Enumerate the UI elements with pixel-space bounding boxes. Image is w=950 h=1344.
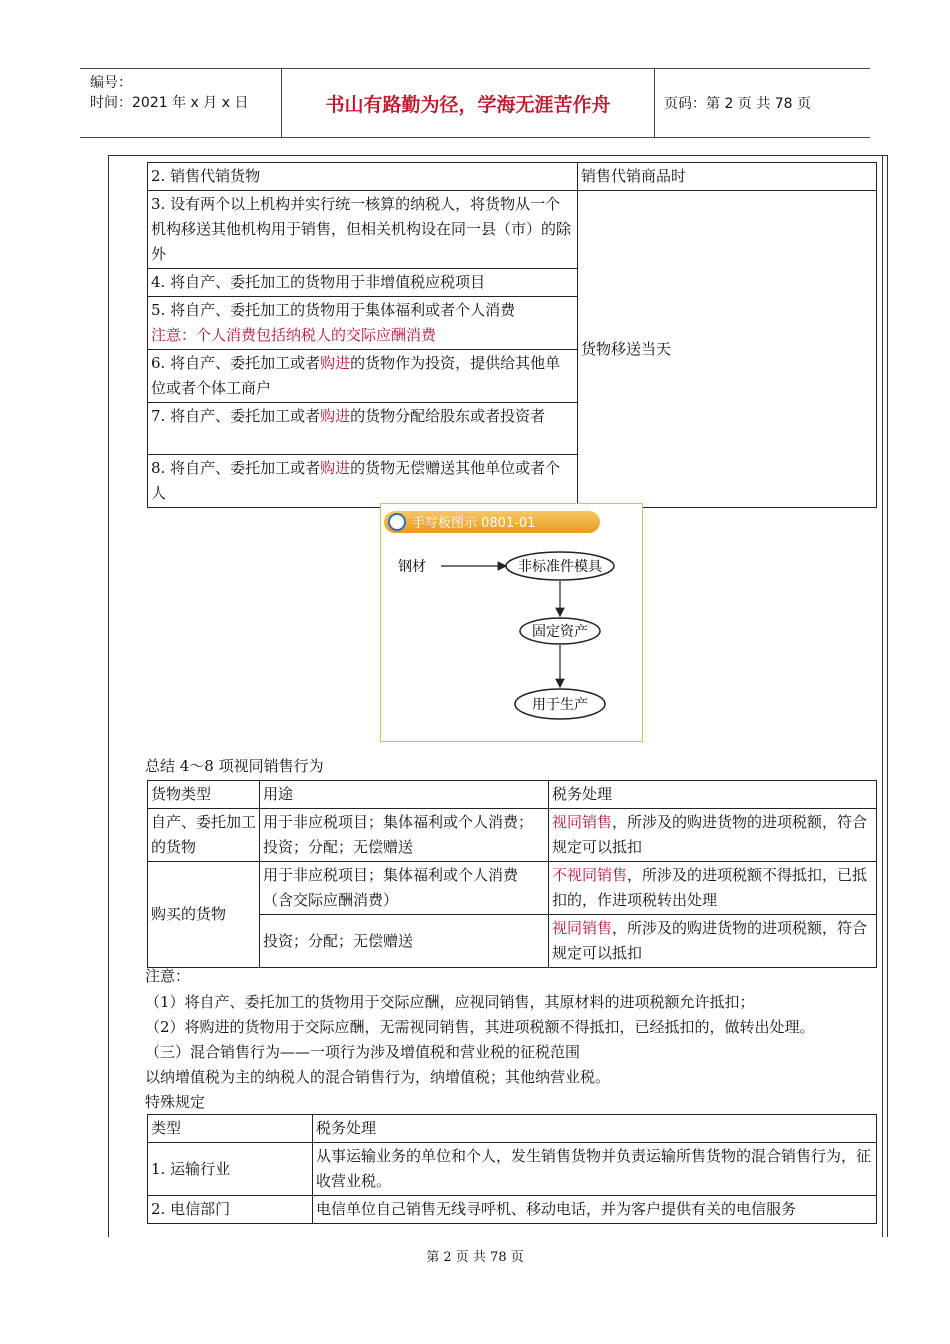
table-row bbox=[148, 862, 877, 915]
table-row bbox=[148, 191, 877, 269]
page-footer: 第 2 页 共 78 页 bbox=[426, 1250, 524, 1265]
table-cell bbox=[549, 809, 877, 862]
table-cell: 电信单位自己销售无线寻呼机、移动电话，并为客户提供有关的电信服务 bbox=[313, 1196, 877, 1224]
table-cell: 3. 设有两个以上机构并实行统一核算的纳税人，将货物从一个机构移送其他机构用于销售，但相关机构设在同一县（市）的除外 bbox=[148, 191, 578, 269]
table-header: 税务处理 bbox=[549, 781, 877, 809]
table-cell: 货物移送当天 bbox=[578, 191, 877, 508]
highlight-text: 视同销售 bbox=[552, 813, 613, 831]
node-1-label: 非标准件模具 bbox=[518, 559, 602, 575]
summary-title: 总结 4～8 项视同销售行为 bbox=[145, 757, 324, 775]
table-header: 货物类型 bbox=[148, 781, 260, 809]
cell-text: 的货物分配给股东或者投资者 bbox=[350, 407, 546, 425]
highlight-text: 购进 bbox=[320, 354, 351, 372]
cell-text: ，所涉及的购进货物的进项税额，符合规定可以抵扣 bbox=[552, 919, 868, 962]
table-row bbox=[148, 1115, 877, 1143]
table-cell bbox=[549, 915, 877, 968]
node-2-label: 固定资产 bbox=[532, 624, 588, 640]
table-row bbox=[148, 809, 877, 862]
table-cell bbox=[148, 455, 578, 508]
section-heading: （三）混合销售行为——一项行为涉及增值税和营业税的征税范围 bbox=[145, 1043, 581, 1061]
page-header bbox=[80, 68, 870, 138]
table-row bbox=[148, 1196, 877, 1224]
highlight-text: 购进 bbox=[320, 459, 351, 477]
cell-text: ，所涉及的购进货物的进项税额，符合规定可以抵扣 bbox=[552, 813, 868, 856]
table-cell bbox=[148, 350, 578, 403]
note-1: （1）将自产、委托加工的货物用于交际应酬，应视同销售，其原材料的进项税额允许抵扣； bbox=[145, 993, 755, 1011]
header-page-info: 页码：第 2 页 共 78 页 bbox=[664, 96, 811, 112]
table-cell: 销售代销商品时 bbox=[578, 163, 877, 191]
handwriting-figure bbox=[380, 503, 643, 742]
table-header: 类型 bbox=[148, 1115, 313, 1143]
paragraph: 以纳增值税为主的纳税人的混合销售行为，纳增值税；其他纳营业税。 bbox=[145, 1068, 611, 1086]
cell-text: 7. 将自产、委托加工或者 bbox=[151, 407, 321, 425]
time-label: 时间：2021 年 x 月 x 日 bbox=[90, 95, 249, 111]
highlight-text: 不视同销售 bbox=[552, 866, 628, 884]
special-rules-table bbox=[147, 1114, 877, 1224]
header-motto: 书山有路勤为径，学海无涯苦作舟 bbox=[282, 69, 655, 137]
figure-header-text: 手写板图示 0801-01 bbox=[412, 516, 536, 531]
table-cell: 2. 电信部门 bbox=[148, 1196, 313, 1224]
table-cell bbox=[549, 862, 877, 915]
table-row bbox=[148, 163, 877, 191]
table-cell: 用于非应税项目；集体福利或个人消费；投资；分配；无偿赠送 bbox=[260, 809, 549, 862]
table-cell: 投资；分配；无偿赠送 bbox=[260, 915, 549, 968]
item-text: 5. 将自产、委托加工的货物用于集体福利或者个人消费 bbox=[151, 301, 516, 319]
table-cell bbox=[148, 403, 578, 455]
table-cell: 从事运输业务的单位和个人，发生销售货物并负责运输所售货物的混合销售行为，征收营业税。 bbox=[313, 1143, 877, 1196]
pen-icon bbox=[389, 514, 405, 530]
cell-text: 的货物无偿赠送其他单位或者个人 bbox=[151, 459, 561, 502]
cell-text: 8. 将自产、委托加工或者 bbox=[151, 459, 321, 477]
source-label: 钢材 bbox=[398, 559, 426, 575]
note-text: 注意：个人消费包括纳税人的交际应酬消费 bbox=[151, 326, 437, 344]
cell-text: ，所涉及的进项税额不得抵扣，已抵扣的，作进项税转出处理 bbox=[552, 866, 868, 909]
deemed-sales-table bbox=[147, 162, 877, 508]
subheading: 特殊规定 bbox=[145, 1093, 206, 1111]
table-cell bbox=[148, 297, 578, 350]
number-label: 编号： bbox=[90, 75, 132, 91]
note-2: （2）将购进的货物用于交际应酬，无需视同销售，其进项税额不得抵扣，已经抵扣的，做转出处理。 bbox=[145, 1018, 815, 1036]
table-row bbox=[148, 781, 877, 809]
header-meta bbox=[80, 69, 282, 137]
table-cell: 用于非应税项目；集体福利或个人消费（含交际应酬消费） bbox=[260, 862, 549, 915]
table-cell: 1. 运输行业 bbox=[148, 1143, 313, 1196]
table-cell: 2. 销售代销货物 bbox=[148, 163, 578, 191]
flow-diagram bbox=[381, 504, 642, 741]
cell-text: 6. 将自产、委托加工或者 bbox=[151, 354, 321, 372]
summary-table bbox=[147, 780, 877, 968]
highlight-text: 购进 bbox=[320, 407, 351, 425]
cell-text: 的货物作为投资，提供给其他单位或者个体工商户 bbox=[151, 354, 561, 397]
table-cell: 4. 将自产、委托加工的货物用于非增值税应税项目 bbox=[148, 269, 578, 297]
notes-label: 注意： bbox=[145, 967, 191, 985]
table-cell: 自产、委托加工的货物 bbox=[148, 809, 260, 862]
highlight-text: 视同销售 bbox=[552, 919, 613, 937]
node-3-label: 用于生产 bbox=[532, 697, 588, 713]
table-header: 用途 bbox=[260, 781, 549, 809]
table-cell: 购买的货物 bbox=[148, 862, 260, 968]
table-header: 税务处理 bbox=[313, 1115, 877, 1143]
table-row bbox=[148, 1143, 877, 1196]
